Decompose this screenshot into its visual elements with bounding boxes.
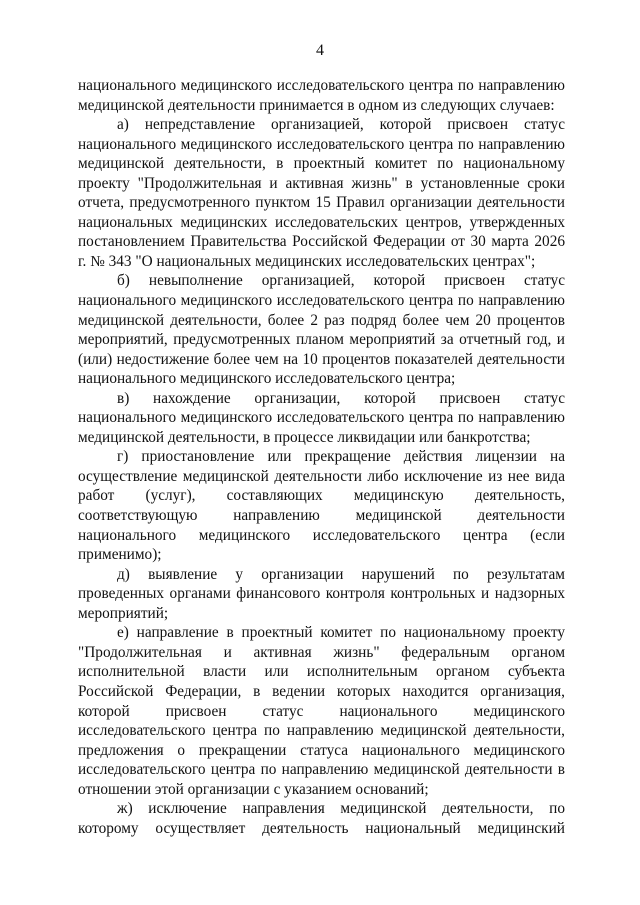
list-item-d: д) выявление у организации нарушений по результатам проведенных органами финансового контроля контрольных и надзорных мероприятий; (78, 565, 565, 622)
document-body (78, 76, 565, 838)
page-number: 4 (316, 42, 324, 59)
list-item-v: в) нахождение организации, которой присвоен статус национального медицинского исследовательского центра по направлению медицинской деятельности, в процессе ликвидации или банкротства; (78, 389, 565, 446)
list-item-b: б) невыполнение организацией, которой присвоен статус национального медицинского исследовательского центра по направлению медицинской деятельности, более 2 раз подряд более чем 20 процентов мероприятий, предусмотренных планом мероприятий за отчетный год, и (или) недостижение более чем на 10 процентов показателей деятельности национального медицинского исследовательского центра; (78, 272, 565, 388)
list-item-a: а) непредставление организацией, которой присвоен статус национального медицинского исследовательского центра по направлению медицинской деятельности, в проектный комитет по национальному проекту "Продолжительная и активная жизнь" в установленные сроки отчета, предусмотренного пунктом 15 Правил организации деятельности национальных медицинских исследовательских центров, утвержденных постановлением Правительства Российской Федерации от 30 марта 2026 г. № 343 "О национальных медицинских исследовательских центрах"; (78, 116, 565, 270)
list-item-zh: ж) исключение направления медицинской деятельности, по которому осуществляет деятельность национальный медицинский (78, 800, 565, 837)
paragraph-intro-continuation: национального медицинского исследовательского центра по направлению медицинской деятельности принимается в одном из следующих случаев: (78, 77, 565, 114)
list-item-g: г) приостановление или прекращение действия лицензии на осуществление медицинской деятельности либо исключение из нее вида работ (услуг), составляющих медицинскую деятельность, соответствующую направлению медицинской деятельности национального медицинского исследовательского центра (если применимо); (78, 448, 565, 564)
list-item-e: е) направление в проектный комитет по национальному проекту "Продолжительная и активная жизнь" федеральным органом исполнительной власти или исполнительным органом субъекта Российской Федерации, в ведении которых находится организация, которой присвоен статус национального медицинского исследовательского центра по направлению медицинской деятельности, предложения о прекращении статуса национального медицинского исследовательского центра по направлению медицинской деятельности в отношении этой организации с указанием оснований; (78, 624, 565, 798)
